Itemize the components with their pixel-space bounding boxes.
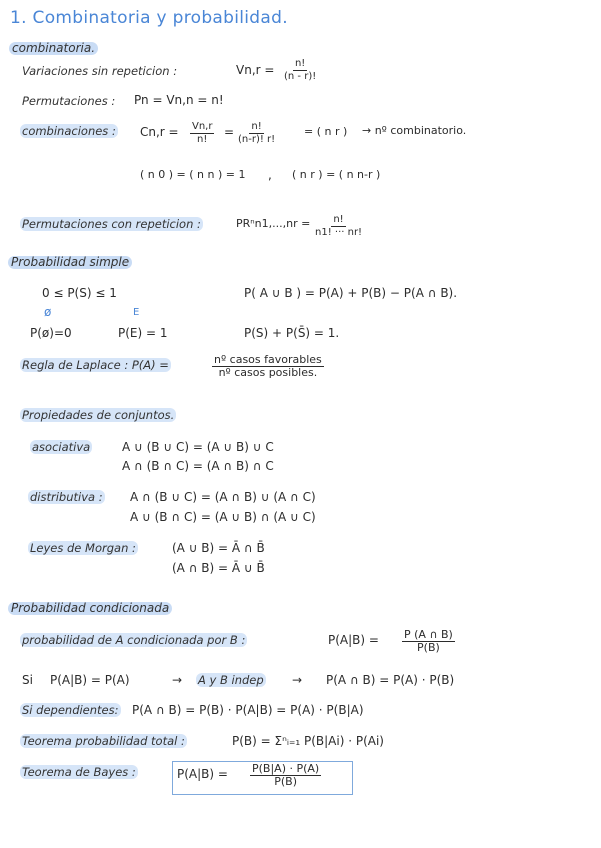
bayes-denominator: P(B) bbox=[274, 775, 297, 788]
morgan-label: Leyes de Morgan : bbox=[30, 541, 136, 555]
morgan-formula-1: (A ∪ B) = Ā ∩ B̄ bbox=[172, 541, 265, 555]
dependientes-formula: P(A ∩ B) = P(B) · P(A|B) = P(A) · P(B|A) bbox=[132, 703, 364, 717]
permutaciones-repeticion-fraction bbox=[313, 214, 364, 239]
variaciones-numerator: n! bbox=[294, 58, 306, 69]
combinaciones-fraction-2 bbox=[236, 121, 277, 146]
empty-set-symbol: ø bbox=[44, 305, 52, 319]
asociativa-label: asociativa bbox=[32, 440, 91, 454]
permutaciones-repeticion-label: Permutaciones con repeticion : bbox=[22, 217, 201, 231]
laplace-fraction bbox=[212, 354, 324, 379]
dependientes-label: Si dependientes: bbox=[22, 703, 119, 717]
combinaciones-note: → nº combinatorio. bbox=[362, 124, 467, 137]
laplace-denominator: nº casos posibles. bbox=[218, 366, 318, 379]
combinaciones-binomial: = ( n r ) bbox=[304, 125, 348, 138]
asociativa-formula-1: A ∪ (B ∪ C) = (A ∪ B) ∪ C bbox=[122, 440, 274, 454]
independence-result: P(A ∩ B) = P(A) · P(B) bbox=[326, 673, 455, 687]
bayes-lhs: P(A|B) = bbox=[177, 767, 228, 781]
probabilidad-total-label: Teorema probabilidad total : bbox=[22, 734, 185, 748]
p-sample-space: P(E) = 1 bbox=[118, 326, 168, 340]
distributiva-label: distributiva : bbox=[30, 490, 103, 504]
union-formula: P( A ∪ B ) = P(A) + P(B) − P(A ∩ B). bbox=[244, 286, 458, 300]
section-heading-combinatoria: combinatoria. bbox=[9, 42, 98, 55]
bayes-numerator: P(B|A) · P(A) bbox=[252, 762, 320, 775]
combinaciones-f1-numerator: Vn,r bbox=[192, 121, 213, 132]
combinaciones-equals: = bbox=[224, 125, 235, 139]
binomial-separator: , bbox=[268, 168, 272, 182]
condicionada-numerator: P (A ∩ B) bbox=[404, 628, 453, 641]
variaciones-lhs: Vn,r = bbox=[236, 63, 275, 77]
complement-formula: P(S) + P(S̄) = 1. bbox=[244, 326, 340, 340]
permutaciones-repeticion-lhs: PRⁿn1,...,nr = bbox=[236, 217, 311, 230]
independence-condition: P(A|B) = P(A) bbox=[50, 673, 130, 687]
section-heading-probabilidad-simple: Probabilidad simple bbox=[8, 256, 132, 269]
section-heading-probabilidad-condicionada: Probabilidad condicionada bbox=[8, 602, 172, 615]
combinaciones-f1-denominator: n! bbox=[197, 134, 208, 145]
permutaciones-repeticion-numerator: n! bbox=[333, 214, 344, 225]
combinaciones-label: combinaciones : bbox=[22, 124, 116, 138]
probabilidad-total-formula: P(B) = Σⁿᵢ₌₁ P(B|Ai) · P(Ai) bbox=[232, 734, 384, 748]
condicionada-fraction bbox=[402, 629, 455, 654]
laplace-numerator: nº casos favorables bbox=[214, 353, 322, 366]
binomial-property-2: ( n r ) = ( n n-r ) bbox=[292, 168, 381, 181]
bayes-fraction bbox=[250, 763, 321, 788]
combinaciones-f2-denominator: (n-r)! r! bbox=[238, 134, 276, 145]
distributiva-formula-2: A ∪ (B ∩ C) = (A ∪ B) ∩ (A ∪ C) bbox=[130, 510, 316, 524]
independence-text: A y B indep bbox=[198, 673, 264, 687]
permutaciones-repeticion-denominator: n1! ··· nr! bbox=[315, 227, 363, 238]
variaciones-label: Variaciones sin repeticion : bbox=[22, 64, 178, 78]
combinaciones-fraction-1 bbox=[190, 121, 214, 146]
distributiva-formula-1: A ∩ (B ∪ C) = (A ∩ B) ∪ (A ∩ C) bbox=[130, 490, 316, 504]
condicionada-label: probabilidad de A condicionada por B : bbox=[22, 633, 246, 647]
p-empty-set: P(ø)=0 bbox=[30, 326, 72, 340]
independence-arrow-1: → bbox=[172, 673, 183, 687]
binomial-property-1: ( n 0 ) = ( n n ) = 1 bbox=[140, 168, 246, 181]
laplace-label: Regla de Laplace : P(A) = bbox=[22, 358, 169, 372]
bayes-label: Teorema de Bayes : bbox=[22, 765, 136, 779]
combinaciones-lhs: Cn,r = bbox=[140, 125, 179, 139]
variaciones-fraction bbox=[282, 58, 318, 83]
condicionada-denominator: P(B) bbox=[417, 641, 440, 654]
variaciones-denominator: (n - r)! bbox=[284, 71, 317, 82]
condicionada-lhs: P(A|B) = bbox=[328, 633, 379, 647]
probability-inequality: 0 ≤ P(S) ≤ 1 bbox=[42, 286, 117, 300]
page-title: 1. Combinatoria y probabilidad. bbox=[10, 8, 288, 28]
propiedades-conjuntos-label: Propiedades de conjuntos. bbox=[22, 408, 175, 422]
sample-space-symbol: E bbox=[133, 307, 140, 318]
asociativa-formula-2: A ∩ (B ∩ C) = (A ∩ B) ∩ C bbox=[122, 459, 274, 473]
independence-arrow-2: → bbox=[292, 673, 303, 687]
morgan-formula-2: (A ∩ B) = Ā ∪ B̄ bbox=[172, 561, 265, 575]
combinaciones-f2-numerator: n! bbox=[251, 121, 262, 132]
permutaciones-label: Permutaciones : bbox=[22, 94, 116, 108]
independence-si: Si bbox=[22, 673, 33, 687]
permutaciones-formula: Pn = Vn,n = n! bbox=[134, 93, 224, 107]
